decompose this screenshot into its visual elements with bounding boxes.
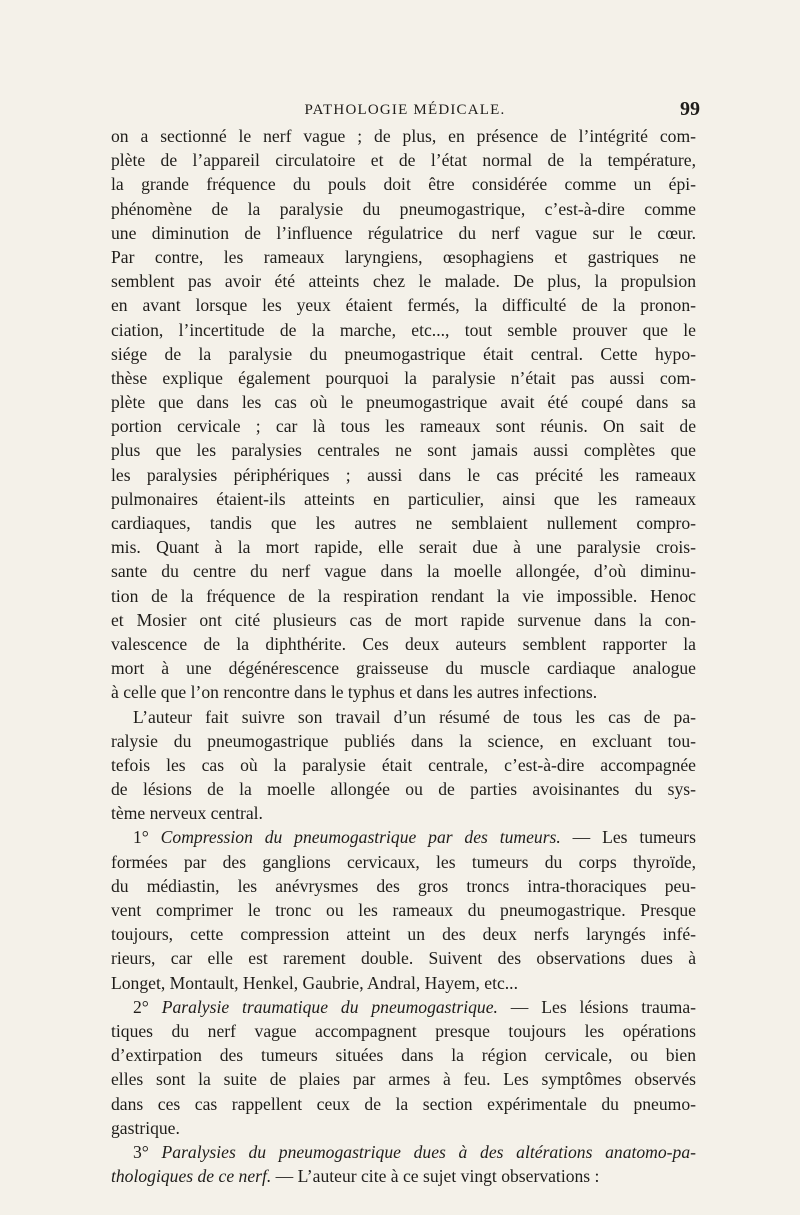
text-line bbox=[111, 922, 696, 946]
line-text: gastrique. bbox=[111, 1117, 180, 1138]
text-line bbox=[111, 705, 696, 729]
text-line bbox=[111, 1067, 696, 1091]
text-line bbox=[111, 729, 696, 753]
line-text: portion cervicale ; car là tous les rameaux sont réunis. On sait de bbox=[111, 416, 696, 437]
line-text: vent comprimer le tronc ou les rameaux du pneumogastrique. Presque bbox=[111, 900, 696, 920]
section-heading: Compression du pneumogastrique par des tumeurs. bbox=[160, 827, 561, 848]
text-line bbox=[111, 318, 696, 342]
text-line bbox=[111, 608, 696, 632]
line-text: sante du centre du nerf vague dans la moelle allongée, d’où diminu- bbox=[111, 561, 696, 582]
text-line bbox=[111, 946, 696, 970]
line-text: tion de la fréquence de la respiration rendant la vie impossible. Henoc bbox=[111, 585, 696, 606]
line-text: formées par des ganglions cervicaux, les tumeurs du corps thyroïde, bbox=[111, 851, 696, 872]
line-text: pulmonaires étaient-ils atteints en particulier, ainsi que les rameaux bbox=[111, 488, 696, 509]
text-line bbox=[111, 777, 696, 801]
text-line bbox=[111, 269, 696, 293]
line-text: plète de l’appareil circulatoire et de l’état normal de la température, bbox=[111, 150, 696, 171]
line-text: mis. Quant à la mort rapide, elle serait due à une paralysie crois- bbox=[111, 537, 696, 558]
text-line bbox=[111, 632, 696, 656]
text-line bbox=[111, 366, 696, 390]
line-text: — Les tumeurs bbox=[560, 827, 696, 848]
line-text: — L’auteur cite à ce sujet vingt observations : bbox=[271, 1166, 600, 1187]
running-title: PATHOLOGIE MÉDICALE. bbox=[304, 102, 506, 118]
text-line bbox=[111, 535, 696, 559]
text-line bbox=[111, 1019, 696, 1043]
line-text: tème nerveux central. bbox=[111, 803, 263, 824]
line-text: Par contre, les rameaux laryngiens, œsophagiens et gastriques ne bbox=[111, 246, 696, 267]
line-text: mort à une dégénérescence graisseuse du muscle cardiaque analogue bbox=[111, 658, 696, 679]
line-text: en avant lorsque les yeux étaient fermés, la difficulté de la pronon- bbox=[111, 295, 696, 316]
page-number: 99 bbox=[680, 98, 700, 120]
line-text: valescence de la diphthérite. Ces deux auteurs semblent rapporter la bbox=[111, 633, 696, 654]
text-line bbox=[111, 680, 696, 704]
line-text: la grande fréquence du pouls doit être considérée comme un épi- bbox=[111, 174, 696, 195]
text-line bbox=[111, 245, 696, 269]
text-line bbox=[111, 559, 696, 583]
line-text: plus que les paralysies centrales ne sont jamais aussi complètes que bbox=[111, 440, 696, 461]
text-line bbox=[111, 414, 696, 438]
text-line bbox=[111, 342, 696, 366]
line-text: dans ces cas rappellent ceux de la section expérimentale du pneumo- bbox=[111, 1093, 696, 1114]
text-line bbox=[111, 124, 696, 148]
text-line bbox=[111, 390, 696, 414]
section-heading: Paralysie traumatique du pneumogastrique. bbox=[161, 996, 498, 1017]
text-line bbox=[111, 584, 696, 608]
line-text: plète que dans les cas où le pneumogastrique avait été coupé dans sa bbox=[111, 392, 696, 413]
line-text: L’auteur fait suivre son travail d’un résumé de tous les cas de pa- bbox=[133, 706, 696, 727]
text-line bbox=[111, 1116, 696, 1140]
section-number: 2° bbox=[133, 996, 162, 1017]
line-text: ralysie du pneumogastrique publiés dans la science, en excluant tou- bbox=[111, 730, 696, 751]
text-line bbox=[111, 1092, 696, 1116]
text-line bbox=[111, 487, 696, 511]
text-line bbox=[111, 874, 696, 898]
text-line bbox=[111, 511, 696, 535]
text-line bbox=[111, 801, 696, 825]
line-text: phénomène de la paralysie du pneumogastrique, c’est-à-dire comme bbox=[111, 198, 696, 219]
section-number: 3° bbox=[133, 1141, 162, 1162]
text-line bbox=[111, 850, 696, 874]
page-header bbox=[110, 98, 700, 124]
line-text: à celle que l’on rencontre dans le typhus et dans les autres infections. bbox=[111, 682, 598, 703]
text-line bbox=[111, 438, 696, 462]
line-text: — Les lésions trauma- bbox=[497, 996, 696, 1017]
text-line bbox=[111, 656, 696, 680]
line-text: Longet, Montault, Henkel, Gaubrie, Andral, Hayem, etc... bbox=[111, 972, 518, 993]
line-text: tefois les cas où la paralysie était centrale, c’est-à-dire accompagnée bbox=[111, 754, 696, 775]
line-text: on a sectionné le nerf vague ; de plus, en présence de l’intégrité com- bbox=[111, 126, 696, 146]
text-line bbox=[111, 1140, 696, 1164]
line-text: siége de la paralysie du pneumogastrique était central. Cette hypo- bbox=[111, 343, 696, 364]
section-heading: Paralysies du pneumogastrique dues à des altérations anatomo-pa- bbox=[161, 1141, 696, 1162]
line-text: les paralysies périphériques ; aussi dans le cas précité les rameaux bbox=[111, 464, 696, 485]
line-text: toujours, cette compression atteint un des deux nerfs laryngés infé- bbox=[111, 924, 696, 945]
line-text: cardiaques, tandis que les autres ne semblaient nullement compro- bbox=[111, 513, 696, 533]
text-line bbox=[111, 971, 696, 995]
text-line bbox=[111, 825, 696, 849]
line-text: de lésions de la moelle allongée ou de parties avoisinantes du sys- bbox=[111, 779, 696, 800]
text-line bbox=[111, 898, 696, 922]
body-text bbox=[111, 124, 696, 1188]
line-text: elles sont la suite de plaies par armes à feu. Les symptômes observés bbox=[111, 1069, 696, 1090]
section-number: 1° bbox=[133, 827, 161, 848]
line-text: et Mosier ont cité plusieurs cas de mort rapide survenue dans la con- bbox=[111, 609, 696, 630]
text-line bbox=[111, 293, 696, 317]
text-line bbox=[111, 197, 696, 221]
line-text: d’extirpation des tumeurs situées dans la région cervicale, ou bien bbox=[111, 1045, 696, 1066]
text-line bbox=[111, 1164, 696, 1188]
text-line bbox=[111, 172, 696, 196]
text-line bbox=[111, 1043, 696, 1067]
text-line bbox=[111, 463, 696, 487]
line-text: thèse explique également pourquoi la paralysie n’était pas aussi com- bbox=[111, 367, 696, 388]
line-text: une diminution de l’influence régulatrice du nerf vague sur le cœur. bbox=[111, 222, 696, 243]
line-text: du médiastin, les anévrysmes des gros troncs intra-thoraciques peu- bbox=[111, 875, 696, 896]
line-text: tiques du nerf vague accompagnent presque toujours les opérations bbox=[111, 1020, 696, 1041]
text-line bbox=[111, 753, 696, 777]
text-line bbox=[111, 148, 696, 172]
line-text: ciation, l’incertitude de la marche, etc..., tout semble prouver que le bbox=[111, 319, 696, 340]
text-line bbox=[111, 995, 696, 1019]
text-line bbox=[111, 221, 696, 245]
section-heading: thologiques de ce nerf. bbox=[111, 1166, 272, 1187]
line-text: semblent pas avoir été atteints chez le malade. De plus, la propulsion bbox=[111, 271, 696, 292]
line-text: rieurs, car elle est rarement double. Suivent des observations dues à bbox=[111, 948, 696, 969]
